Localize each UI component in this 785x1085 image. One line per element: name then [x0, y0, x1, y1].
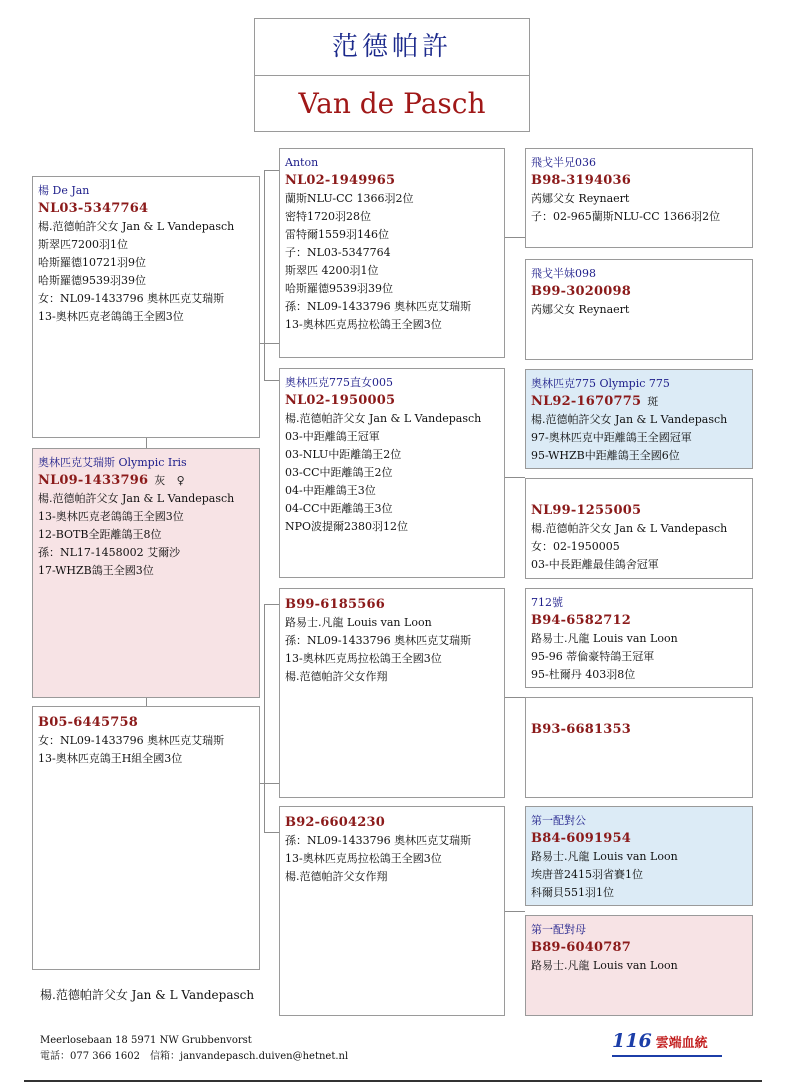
- logo-text: 雲端血統: [655, 1036, 708, 1051]
- dam-card: [32, 706, 260, 970]
- record-line: 孫：NL09-1433796 奧林匹克艾瑞斯: [285, 634, 472, 647]
- record-line: 斯翠匹 4200羽1位: [285, 264, 379, 277]
- dam-dam-card: [279, 806, 505, 1016]
- record-line: 03-中距離鴿王冠軍: [285, 430, 380, 443]
- record-line: 女：NL09-1433796 奧林匹克艾瑞斯: [38, 734, 225, 747]
- ring-number: B99-3020098: [531, 284, 631, 299]
- record-line: 楊.范德帕許父女 Jan & L Vandepasch: [285, 412, 482, 425]
- record-line: 科爾貝551羽1位: [531, 886, 614, 899]
- dam-sire-card: [279, 588, 505, 798]
- record-line: 女：NL09-1433796 奧林匹克艾瑞斯: [38, 292, 225, 305]
- connector-line: [504, 697, 525, 698]
- record-line: 13-奧林匹克馬拉松鴿王全國3位: [285, 852, 442, 865]
- ring-number: B99-6185566: [285, 597, 385, 612]
- record-line: 03-NLU中距離鴿王2位: [285, 448, 402, 461]
- brand-logo: [612, 1030, 732, 1058]
- ddd-card: [525, 915, 753, 1016]
- dsd-card: [525, 697, 753, 798]
- dss-card: [525, 588, 753, 688]
- logo-underline: [612, 1055, 722, 1057]
- record-line: 楊.范德帕許父女 Jan & L Vandepasch: [38, 492, 235, 505]
- record-line: 哈斯羅德9539羽39位: [285, 282, 393, 295]
- record-line: 路易士.凡龍 Louis van Loon: [531, 850, 678, 863]
- ring-number: NL03-5347764: [38, 201, 149, 216]
- connector-line: [504, 237, 525, 238]
- dds-card: [525, 806, 753, 906]
- ring-number: NL02-1950005: [285, 393, 396, 408]
- bird-color: 斑: [647, 395, 659, 408]
- connector-line: [264, 832, 279, 833]
- record-line: 12-BOTB全距離鴿王8位: [38, 528, 162, 541]
- ring-number: NL99-1255005: [531, 503, 642, 518]
- record-line: 蘭斯NLU-CC 1366羽2位: [285, 192, 414, 205]
- record-line: 孫：NL09-1433796 奧林匹克艾瑞斯: [285, 300, 472, 313]
- ring-number: NL02-1949965: [285, 173, 396, 188]
- record-line: 孫：NL09-1433796 奧林匹克艾瑞斯: [285, 834, 472, 847]
- ring-number: B05-6445758: [38, 715, 138, 730]
- record-line: 97-奧林匹克中距離鴿王全國冠軍: [531, 431, 692, 444]
- ring-number: B92-6604230: [285, 815, 385, 830]
- phone-email-line: 電話：077 366 1602 信箱：janvandepasch.duiven@hetnet.nl: [40, 1051, 349, 1062]
- sire-dam-card: [279, 368, 505, 578]
- record-line: 子：NL03-5347764: [285, 246, 391, 259]
- record-line: 路易士.凡龍 Louis van Loon: [531, 632, 678, 645]
- connector-line: [264, 604, 279, 605]
- record-line: 密特1720羽28位: [285, 210, 371, 223]
- record-line: 楊.范德帕許父女作翔: [285, 870, 388, 883]
- sdd-card: [525, 478, 753, 579]
- ring-number: NL92-1670775: [531, 394, 642, 409]
- record-line: 楊.范德帕許父女 Jan & L Vandepasch: [531, 413, 728, 426]
- bird-name: 飛戈半妹098: [531, 267, 596, 280]
- record-line: 斯翠匹7200羽1位: [38, 238, 128, 251]
- bird-name: 楊 De Jan: [38, 184, 90, 197]
- record-line: 哈斯羅德10721羽9位: [38, 256, 146, 269]
- bird-name: [531, 485, 747, 501]
- record-line: 03-CC中距離鴿王2位: [285, 466, 393, 479]
- address-line: Meerlosebaan 18 5971 NW Grubbenvorst: [40, 1035, 252, 1046]
- record-line: 楊.范德帕許父女 Jan & L Vandepasch: [38, 220, 235, 233]
- bird-name: 第一配對公: [531, 814, 586, 827]
- ring-number: B89-6040787: [531, 940, 631, 955]
- record-line: 13-奧林匹克老鴿鴿王全國3位: [38, 310, 184, 323]
- subject-card: [32, 448, 260, 698]
- record-line: 路易士.凡龍 Louis van Loon: [531, 959, 678, 972]
- record-line: 04-中距離鴿王3位: [285, 484, 376, 497]
- bird-name: 奧林匹克艾瑞斯 Olympic Iris: [38, 456, 187, 469]
- record-line: NPO波提爾2380羽12位: [285, 520, 409, 533]
- connector-line: [259, 783, 279, 784]
- bird-name: 飛戈半兄036: [531, 156, 596, 169]
- logo-number: 116: [612, 1030, 652, 1052]
- record-line: 楊.范德帕許父女 Jan & L Vandepasch: [531, 522, 728, 535]
- record-line: 95-96 蒂倫豪特鴿王冠軍: [531, 650, 655, 663]
- record-line: 女：02-1950005: [531, 540, 620, 553]
- connector-line: [504, 477, 525, 478]
- record-line: 13-奧林匹克馬拉松鴿王全國3位: [285, 318, 442, 331]
- connector-line: [259, 343, 279, 344]
- sire-card: [32, 176, 260, 438]
- bird-name: 712號: [531, 596, 563, 609]
- bird-color-sex: 灰 ♀: [154, 474, 185, 487]
- connector-line: [504, 911, 525, 912]
- record-line: 芮娜父女 Reynaert: [531, 192, 630, 205]
- contact-block: [40, 1033, 460, 1065]
- ssd-card: [525, 259, 753, 360]
- connector-line: [264, 604, 265, 832]
- record-line: 雷特爾1559羽146位: [285, 228, 389, 241]
- record-line: 楊.范德帕許父女作翔: [285, 670, 388, 683]
- record-line: 17-WHZB鴿王全國3位: [38, 564, 154, 577]
- record-line: 孫：NL17-1458002 艾爾沙: [38, 546, 181, 559]
- record-line: 95-WHZB中距離鴿王全國6位: [531, 449, 680, 462]
- record-line: 04-CC中距離鴿王3位: [285, 502, 393, 515]
- record-line: 13-奧林匹克老鴿鴿王全國3位: [38, 510, 184, 523]
- ring-number: B84-6091954: [531, 831, 631, 846]
- connector-line: [264, 170, 265, 380]
- record-line: 13-奧林匹克鴿王H組全國3位: [38, 752, 183, 765]
- record-line: 哈斯羅德9539羽39位: [38, 274, 146, 287]
- record-line: 埃唐普2415羽省賽1位: [531, 868, 643, 881]
- owner-name: 楊.范德帕許父女 Jan & L Vandepasch: [40, 988, 255, 1002]
- bird-name: 奧林匹克775 Olympic 775: [531, 377, 670, 390]
- record-line: 13-奧林匹克馬拉松鴿王全國3位: [285, 652, 442, 665]
- record-line: 路易士.凡龍 Louis van Loon: [285, 616, 432, 629]
- sss-card: [525, 148, 753, 248]
- record-line: 03-中長距離最佳鴿舍冠軍: [531, 558, 659, 571]
- bird-name: Anton: [285, 156, 319, 169]
- ring-number: B98-3194036: [531, 173, 631, 188]
- footer-divider: [24, 1080, 762, 1082]
- header-title-cn: 范德帕許: [255, 19, 529, 76]
- bird-name: 第一配對母: [531, 923, 586, 936]
- header-title-en: Van de Pasch: [298, 87, 486, 120]
- pedigree-header: [254, 18, 530, 132]
- sds-card: [525, 369, 753, 469]
- bird-name: [531, 704, 747, 720]
- bird-name: 奧林匹克775直女005: [285, 376, 393, 389]
- ring-number: B93-6681353: [531, 722, 631, 737]
- ring-number: NL09-1433796: [38, 473, 149, 488]
- ring-number: B94-6582712: [531, 613, 631, 628]
- record-line: 子：02-965蘭斯NLU-CC 1366羽2位: [531, 210, 721, 223]
- record-line: 芮娜父女 Reynaert: [531, 303, 630, 316]
- connector-line: [264, 380, 279, 381]
- connector-line: [264, 170, 279, 171]
- record-line: 95-杜爾丹 403羽8位: [531, 668, 636, 681]
- sire-sire-card: [279, 148, 505, 358]
